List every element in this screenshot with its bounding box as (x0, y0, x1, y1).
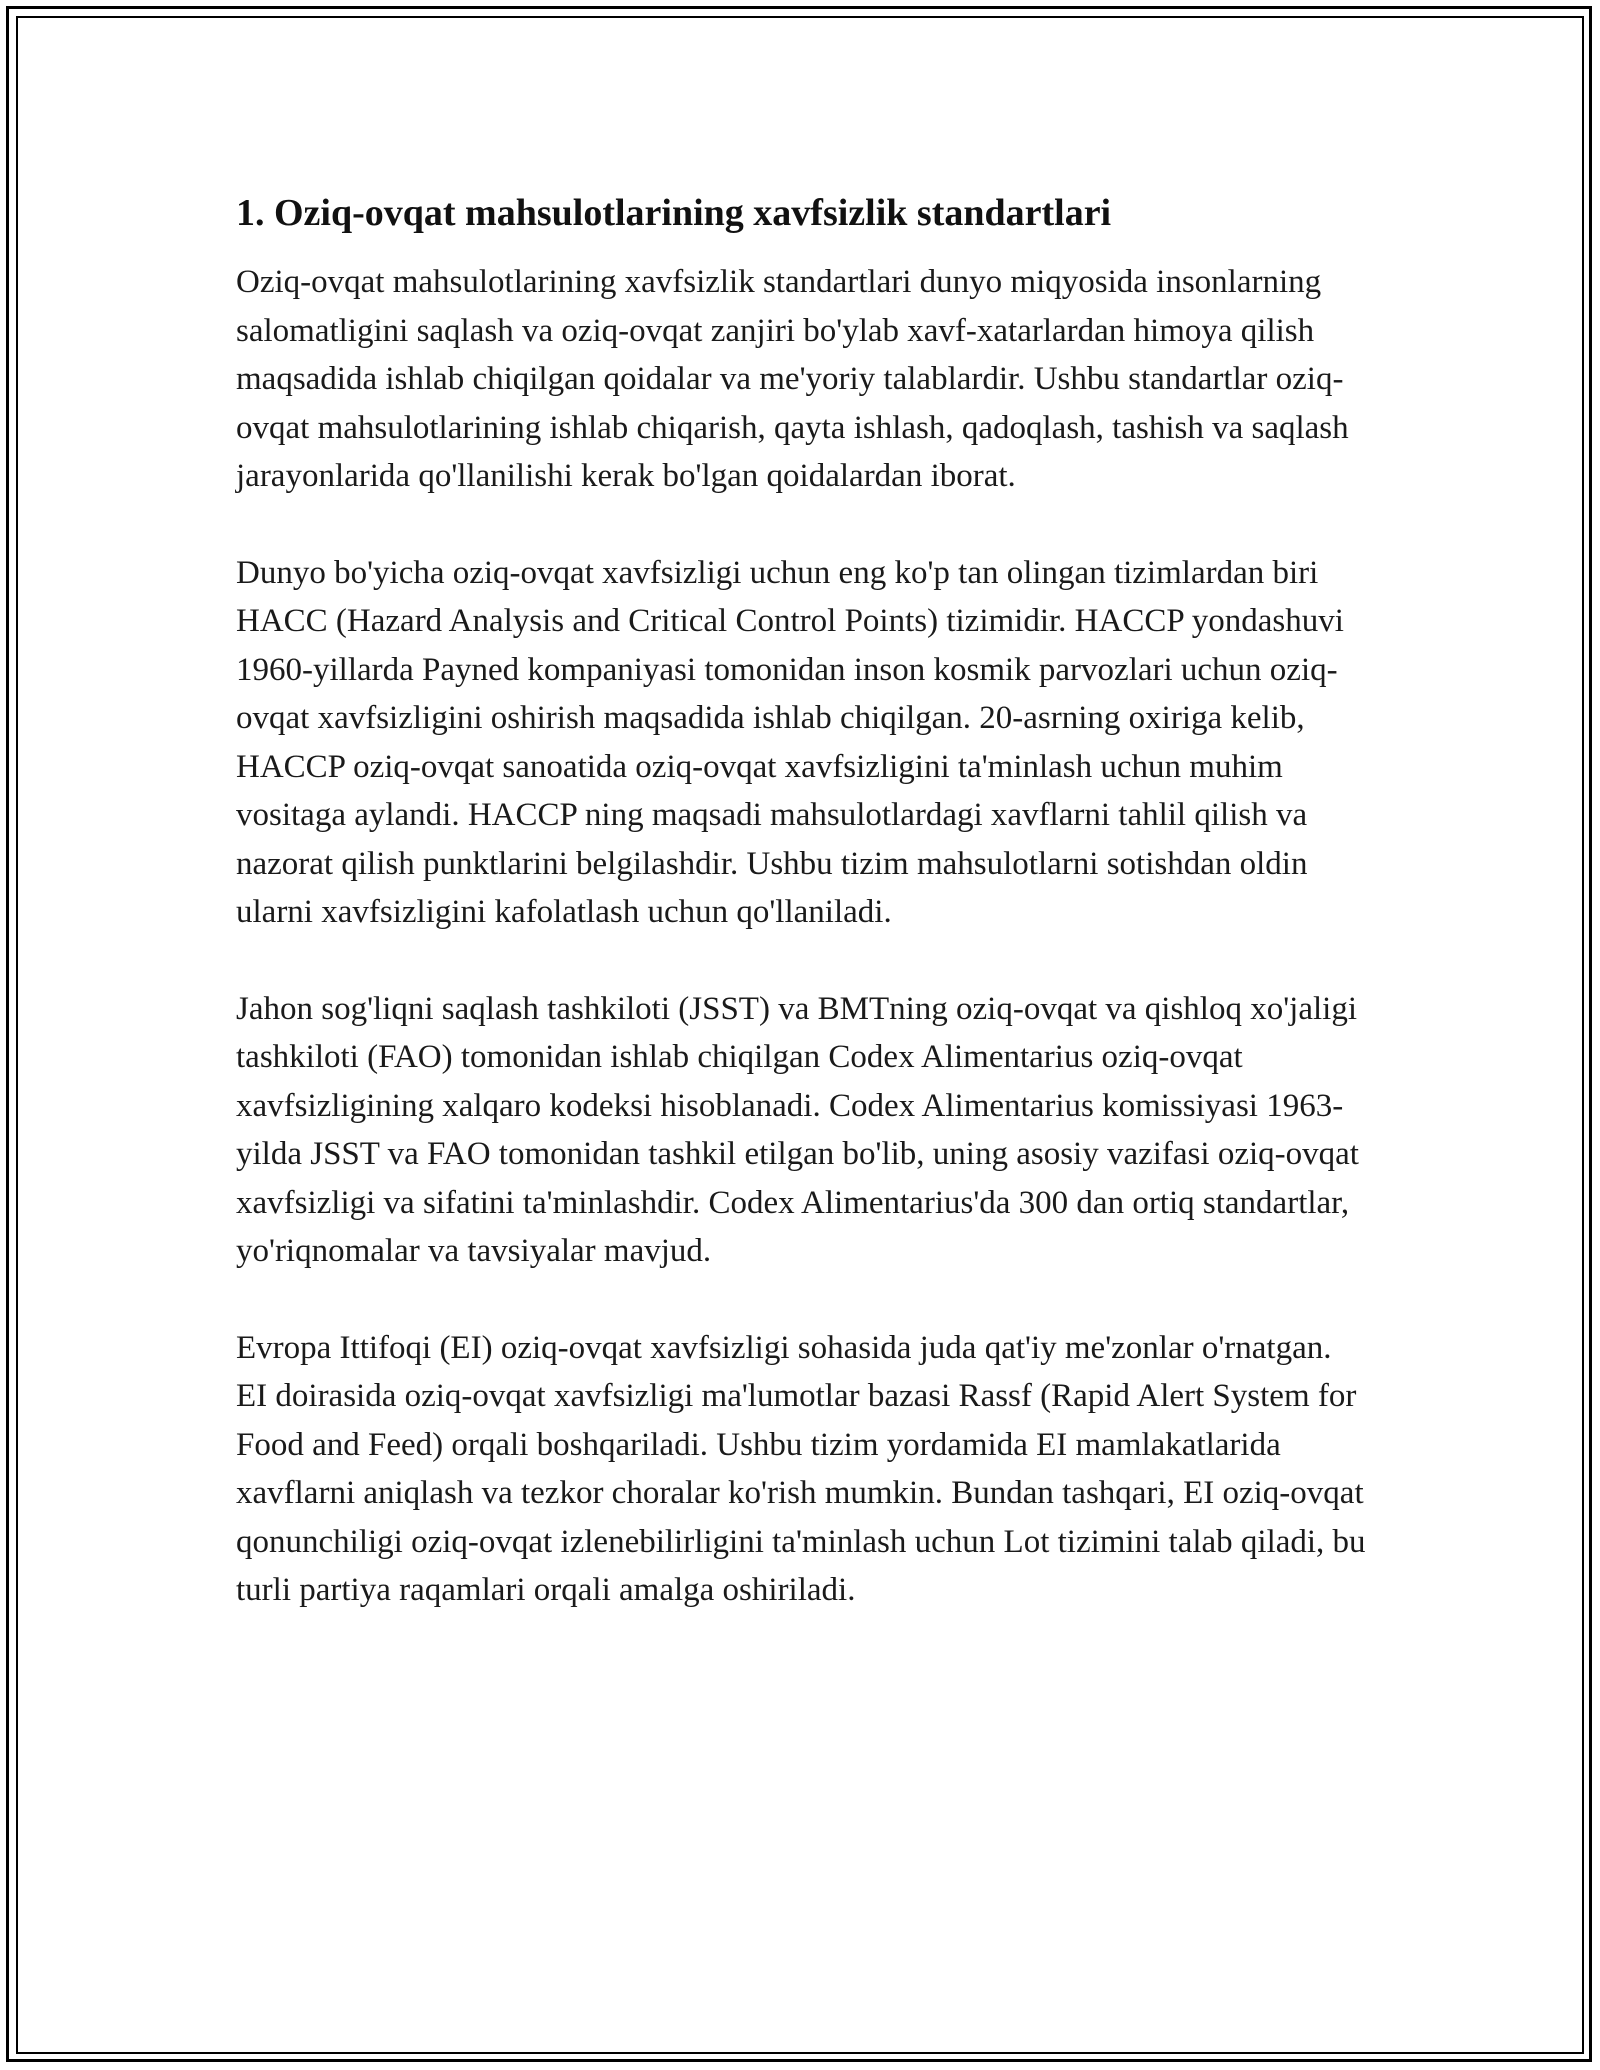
section-heading: 1. Oziq-ovqat mahsulotlarining xavfsizlik standartlari (236, 192, 1112, 234)
paragraph-eu: Evropa Ittifoqi (EI) oziq-ovqat xavfsizligi sohasida juda qat'iy me'zonlar o'rnatgan. EI doirasida oziq-ovqat xavfsizligi ma'lumotlar bazasi Rassf (Rapid Alert System for Food and Feed) orqali boshqariladi. Ushbu tizim yordamida EI mamlakatlarida xavflarni aniqlash va tezkor choralar ko'rish mumkin. Bundan tashqari, EI oziq-ovqat qonunchiligi oziq-ovqat izlenebilirligini ta'minlash uchun Lot tizimini talab qiladi, bu turli partiya raqamlari orqali amalga oshiriladi. (236, 1329, 1366, 1608)
paragraph-haccp: Dunyo bo'yicha oziq-ovqat xavfsizligi uchun eng ko'p tan olingan tizimlardan biri HACC (Hazard Analysis and Critical Control Points) tizimidir. HACCP yondashuvi 1960-yillarda Payned kompaniyasi tomonidan inson kosmik parvozlari uchun oziq-ovqat xavfsizligini oshirish maqsadida ishlab chiqilgan. 20-asrning oxiriga kelib, HACCP oziq-ovqat sanoatida oziq-ovqat xavfsizligini ta'minlash uchun muhim vositaga aylandi. HACCP ning maqsadi mahsulotlardagi xavflarni tahlil qilish va nazorat qilish punktlarini belgilashdir. Ushbu tizim mahsulotlarni sotishdan oldin ularni xavfsizligini kafolatlash uchun qo'llaniladi. (236, 554, 1344, 930)
paragraph-codex: Jahon sog'liqni saqlash tashkiloti (JSST) va BMTning oziq-ovqat va qishloq xo'jaligi tashkiloti (FAO) tomonidan ishlab chiqilgan Codex Alimentarius oziq-ovqat xavfsizligining xalqaro kodeksi hisoblanadi. Codex Alimentarius komissiyasi 1963-yilda JSST va FAO tomonidan tashkil etilgan bo'lib, uning asosiy vazifasi oziq-ovqat xavfsizligi va sifatini ta'minlashdir. Codex Alimentarius'da 300 dan ortiq standartlar, yo'riqnomalar va tavsiyalar mavjud. (236, 990, 1359, 1269)
paragraph-intro: Oziq-ovqat mahsulotlarining xavfsizlik standartlari dunyo miqyosida insonlarning salomatligini saqlash va oziq-ovqat zanjiri bo'ylab xavf-xatarlardan himoya qilish maqsadida ishlab chiqilgan qoidalar va me'yoriy talablardir. Ushbu standartlar oziq-ovqat mahsulotlarining ishlab chiqarish, qayta ishlash, qadoqlash, tashish va saqlash jarayonlarida qo'llanilishi kerak bo'lgan qoidalardan iborat. (236, 264, 1349, 494)
document-body (236, 186, 1370, 1663)
